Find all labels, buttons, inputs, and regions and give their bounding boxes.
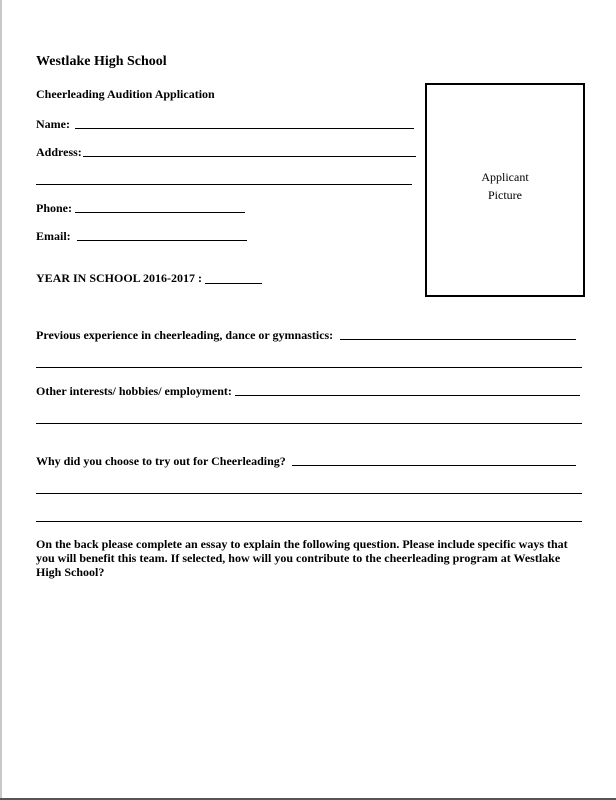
year-in-school-label: YEAR IN SCHOOL 2016-2017 : (36, 271, 203, 285)
experience-answer-line-1[interactable] (340, 339, 576, 340)
name-label: Name: (36, 117, 70, 131)
applicant-picture-line2: Picture (488, 188, 522, 202)
form-title: Cheerleading Audition Application (36, 87, 215, 101)
email-field-line[interactable] (77, 240, 247, 241)
name-field-line[interactable] (75, 128, 414, 129)
applicant-picture-box (425, 83, 585, 297)
experience-question: Previous experience in cheerleading, dance or gymnastics: (36, 328, 334, 342)
why-answer-line-3[interactable] (36, 521, 582, 522)
year-in-school-field-line[interactable] (205, 283, 262, 284)
experience-answer-line-2[interactable] (36, 367, 582, 368)
address-field-line-1[interactable] (83, 156, 416, 157)
why-answer-line-2[interactable] (36, 493, 582, 494)
phone-field-line[interactable] (75, 212, 245, 213)
interests-question: Other interests/ hobbies/ employment: (36, 384, 232, 398)
address-label: Address: (36, 145, 82, 159)
address-field-line-2[interactable] (36, 184, 412, 185)
why-answer-line-1[interactable] (292, 465, 576, 466)
school-name: Westlake High School (36, 54, 167, 69)
applicant-picture-label (427, 168, 583, 204)
interests-answer-line-2[interactable] (36, 423, 582, 424)
page-left-edge (0, 0, 2, 800)
essay-prompt: On the back please complete an essay to explain the following question. Please include specific ways that you will benefit this team. If selected, how will you contribute to the cheerleading program at Westlake High School? (36, 537, 568, 579)
phone-label: Phone: (36, 201, 72, 215)
applicant-picture-line1: Applicant (481, 170, 529, 184)
why-question: Why did you choose to try out for Cheerleading? (36, 454, 286, 468)
email-label: Email: (36, 229, 71, 243)
interests-answer-line-1[interactable] (235, 395, 580, 396)
